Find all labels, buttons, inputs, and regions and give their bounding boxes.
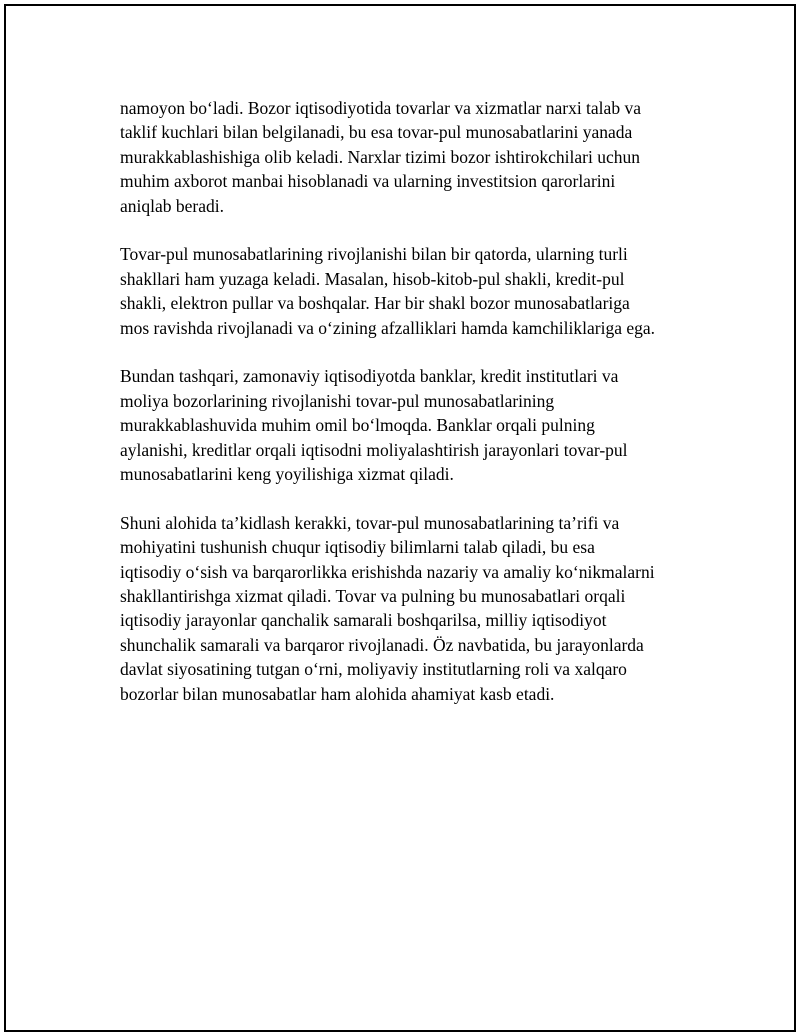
text-line: aylanishi, kreditlar orqali iqtisodni moliyalashtirish jarayonlari tovar-pul <box>120 439 628 460</box>
text-line: aniqlab beradi. <box>120 195 224 216</box>
text-line: munosabatlarini keng yoyilishiga xizmat qiladi. <box>120 464 454 485</box>
paragraph-4 <box>120 511 700 706</box>
text-line: namoyon bo‘ladi. Bozor iqtisodiyotida tovarlar va xizmatlar narxi talab va <box>120 98 641 118</box>
text-line: mos ravishda rivojlanadi va o‘zining afzalliklari hamda kamchiliklariga ega. <box>120 317 656 338</box>
text-line: Bundan tashqari, zamonaviy iqtisodiyotda banklar, kredit institutlari va <box>120 366 619 387</box>
text-line: shakllari ham yuzaga keladi. Masalan, hisob-kitob-pul shakli, kredit-pul <box>120 268 625 289</box>
paragraph-1 <box>120 96 700 218</box>
document-body <box>120 96 700 731</box>
text-line: iqtisodiy jarayonlar qanchalik samarali boshqarilsa, milliy iqtisodiyot <box>120 610 607 631</box>
text-line: shunchalik samarali va barqaror rivojlanadi. Öz navbatida, bu jarayonlarda <box>120 634 644 655</box>
text-line: Shuni alohida ta’kidlash kerakki, tovar-pul munosabatlarining ta’rifi va <box>120 512 620 533</box>
text-line: muhim axborot manbai hisoblanadi va ularning investitsion qarorlarini <box>120 171 616 192</box>
text-line: murakkablashishiga olib keladi. Narxlar tizimi bozor ishtirokchilari uchun <box>120 146 641 167</box>
text-line: mohiyatini tushunish chuqur iqtisodiy bilimlarni talab qiladi, bu esa <box>120 537 595 558</box>
text-line: taklif kuchlari bilan belgilanadi, bu esa tovar-pul munosabatlarini yanada <box>120 122 633 143</box>
text-line: shakli, elektron pullar va boshqalar. Har bir shakl bozor munosabatlariga <box>120 293 630 314</box>
text-line: murakkablashuvida muhim omil bo‘lmoqda. Banklar orqali pulning <box>120 415 595 436</box>
text-line: iqtisodiy o‘sish va barqarorlikka erishishda nazariy va amaliy ko‘nikmalarni <box>120 561 655 582</box>
paragraph-3 <box>120 364 700 486</box>
paragraph-2 <box>120 242 700 340</box>
text-line: bozorlar bilan munosabatlar ham alohida ahamiyat kasb etadi. <box>120 683 555 704</box>
document-page <box>4 4 796 1032</box>
text-line: moliya bozorlarining rivojlanishi tovar-pul munosabatlarining <box>120 390 555 411</box>
text-line: shakllantirishga xizmat qiladi. Tovar va pulning bu munosabatlari orqali <box>120 586 626 607</box>
text-line: Tovar-pul munosabatlarining rivojlanishi bilan bir qatorda, ularning turli <box>120 244 628 265</box>
text-line: davlat siyosatining tutgan o‘rni, moliyaviy institutlarning roli va xalqaro <box>120 659 627 680</box>
